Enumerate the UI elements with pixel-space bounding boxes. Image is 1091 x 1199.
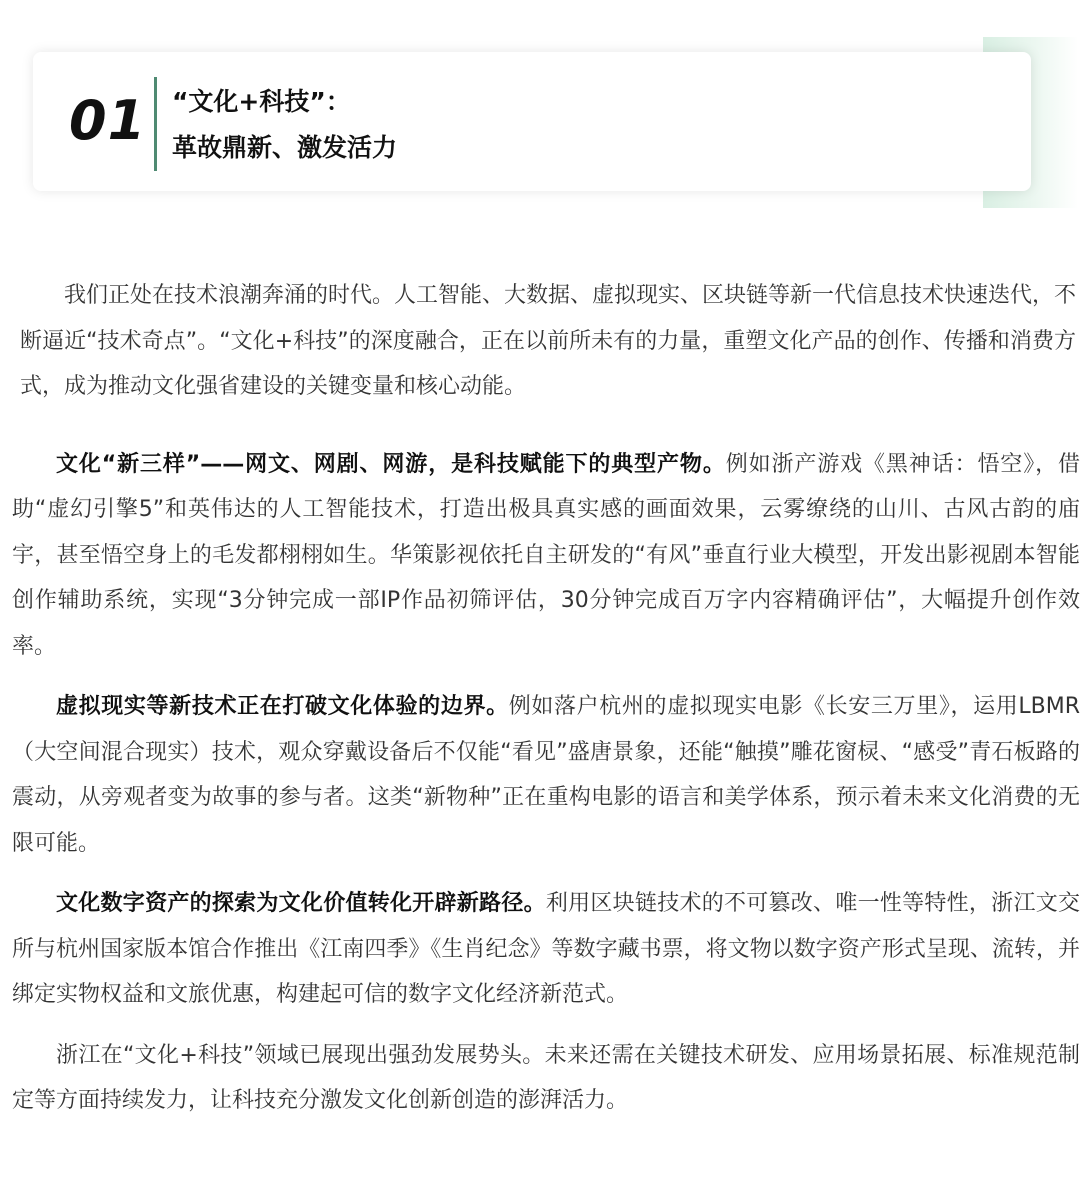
paragraph-text: 例如浙产游戏《黑神话：悟空》，借助“虚幻引擎5”和英伟达的人工智能技术，打造出极具真实感的画面效果，云雾缭绕的山川、古风古韵的庙宇，甚至悟空身上的毛发都栩栩如生。华策影视依托自主研发的“有风”垂直行业大模型，开发出影视剧本智能创作辅助系统，实现“3分钟完成一部IP作品初筛评估，30分钟完成百万字内容精确评估”，大幅提升创作效率。 xyxy=(12,451,1080,659)
header-divider xyxy=(154,77,157,171)
paragraph-text: 例如落户杭州的虚拟现实电影《长安三万里》，运用LBMR（大空间混合现实）技术，观众穿戴设备后不仅能“看见”盛唐景象，还能“触摸”雕花窗棂、“感受”青石板路的震动，从旁观者变为故事的参与者。这类“新物种”正在重构电影的语言和美学体系，预示着未来文化消费的无限可能。 xyxy=(12,694,1080,856)
paragraph-digital-assets xyxy=(12,881,1080,1018)
paragraph-intro xyxy=(12,273,1080,410)
section-number: 01 xyxy=(69,89,147,152)
paragraph-text: 利用区块链技术的不可篡改、唯一性等特性，浙江文交所与杭州国家版本馆合作推出《江南四季》《生肖纪念》等数字藏书票，将文物以数字资产形式呈现、流转，并绑定实物权益和文旅优惠，构建起可信的数字文化经济新范式。 xyxy=(12,891,1080,1007)
article-body xyxy=(12,273,1080,1124)
paragraph-virtual-reality xyxy=(12,684,1080,866)
paragraph-conclusion xyxy=(12,1033,1080,1124)
paragraph-lead: 虚拟现实等新技术正在打破文化体验的边界。 xyxy=(56,694,509,719)
paragraph-lead: 文化“新三样”——网文、网剧、网游，是科技赋能下的典型产物。 xyxy=(56,451,726,477)
section-title xyxy=(172,79,397,171)
section-title-line-1: “文化+科技”： xyxy=(172,87,351,116)
paragraph-text: 我们正处在技术浪潮奔涌的时代。人工智能、大数据、虚拟现实、区块链等新一代信息技术快速迭代，不断逼近“技术奇点”。“文化+科技”的深度融合，正在以前所未有的力量，重塑文化产品的创作、传播和消费方式，成为推动文化强省建设的关键变量和核心动能。 xyxy=(20,283,1077,399)
paragraph-new-three xyxy=(12,442,1080,670)
paragraph-lead: 文化数字资产的探索为文化价值转化开辟新路径。 xyxy=(56,891,546,916)
paragraph-text: 浙江在“文化+科技”领域已展现出强劲发展势头。未来还需在关键技术研发、应用场景拓展、标准规范制定等方面持续发力，让科技充分激发文化创新创造的澎湃活力。 xyxy=(12,1042,1080,1113)
section-title-line-2: 革故鼎新、激发活力 xyxy=(172,133,398,162)
section-header-card xyxy=(33,52,1031,191)
